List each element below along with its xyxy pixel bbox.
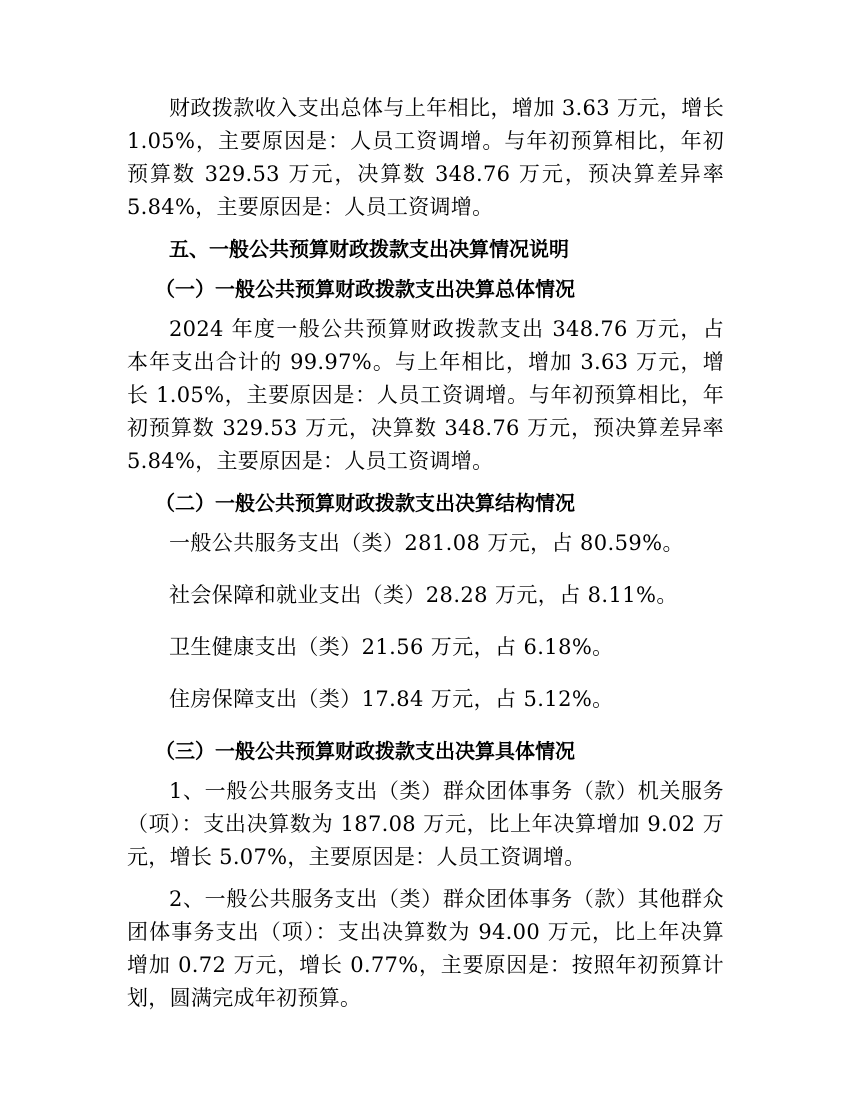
subsection-heading-overall: （一）一般公共预算财政拨款支出决算总体情况 (155, 277, 575, 301)
paragraph-revenue-comparison: 财政拨款收入支出总体与上年相比，增加 3.63 万元，增长 1.05%，主要原因是：人员工资调增。与年初预算相比，年初预算数 329.53 万元，决算数 348.76 万元，预决算差异率 5.84%，主要原因是：人员工资调增。 (127, 96, 724, 219)
paragraph-detail-2: 2、一般公共服务支出（类）群众团体事务（款）其他群众团体事务支出（项）：支出决算数为 94.00 万元，比上年决算增加 0.72 万元，增长 0.77%，主要原因是：按照年初预算计划，圆满完成年初预算。 (127, 887, 724, 1010)
structure-item-social-security: 社会保障和就业支出（类）28.28 万元，占 8.11%。 (169, 583, 678, 607)
paragraph-detail-1: 1、一般公共服务支出（类）群众团体事务（款）机关服务（项）：支出决算数为 187.08 万元，比上年决算增加 9.02 万元，增长 5.07%，主要原因是：人员工资调增。 (127, 779, 724, 869)
subsection-heading-structure: （二）一般公共预算财政拨款支出决算结构情况 (155, 491, 575, 515)
subsection-heading-detail: （三）一般公共预算财政拨款支出决算具体情况 (155, 739, 575, 763)
section-heading-5: 五、一般公共预算财政拨款支出决算情况说明 (169, 237, 569, 261)
document-page (127, 92, 724, 1024)
structure-item-general-services: 一般公共服务支出（类）281.08 万元，占 80.59%。 (169, 531, 684, 555)
paragraph-overall: 2024 年度一般公共预算财政拨款支出 348.76 万元，占本年支出合计的 99.97%。与上年相比，增加 3.63 万元，增长 1.05%，主要原因是：人员工资调增。与年初预算相比，年初预算数 329.53 万元，决算数 348.76 万元，预决算差异率 5.84%，主要原因是：人员工资调增。 (127, 317, 724, 473)
structure-item-health: 卫生健康支出（类）21.56 万元，占 6.18%。 (169, 635, 614, 659)
structure-item-housing: 住房保障支出（类）17.84 万元，占 5.12%。 (169, 687, 614, 711)
